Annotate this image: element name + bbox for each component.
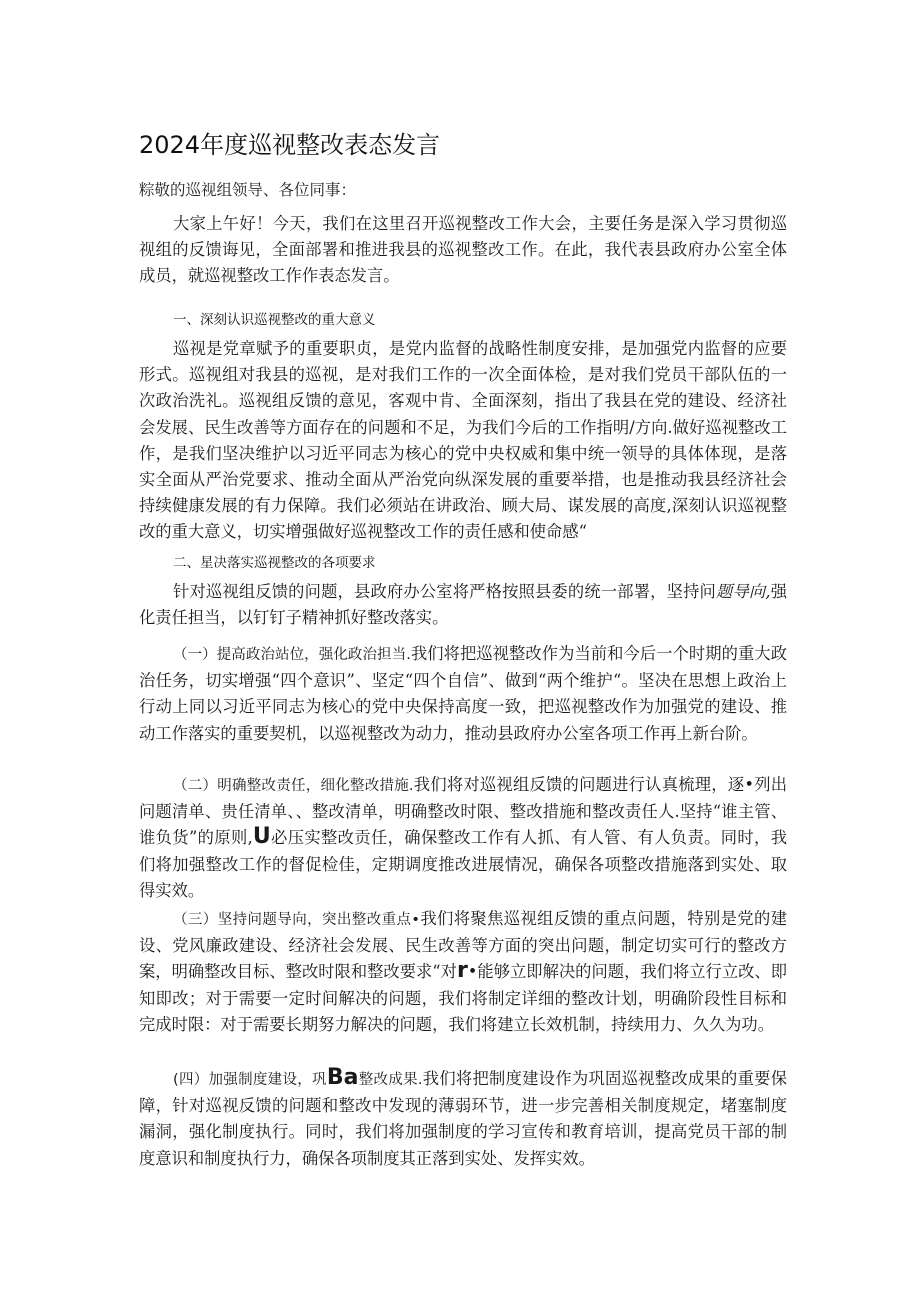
salutation: 粽敬的巡视组领导、各位同事：: [139, 181, 357, 199]
item-3-lead: （三）坚持问题导向，突出整改重点•: [173, 912, 420, 928]
item-4-body: 我们将把制度建设作为巩固巡视整改成果的重要保障，针对巡视反馈的问题和整改中发现的薄弱环节，进一步完善相关制度规定，堵塞制度漏洞，强化制度执行。同时，我们将加强制度的学习宣传和教育培训，提高党员干部的制度意识和制度执行力，确保各项制度其正落到实处、发挥实效。: [139, 1069, 788, 1168]
item-2-big-glyph: U: [252, 824, 271, 850]
item-3-big-glyph: r: [456, 958, 468, 984]
intro-paragraph: 大家上午好！今天，我们在这里召开巡视整改工作大会，主要任务是深入学习贯彻巡视组的反馈诲见，全面部署和推进我县的巡视整改工作。在此，我代表县政府办公室全体成员，就巡视整改工作作表态发言。: [139, 214, 787, 286]
item-2-paragraph: [139, 772, 787, 904]
document-title: 2024年度巡视整改表态发言: [139, 131, 441, 159]
item-2-lead: （二）明确整改责任，细化整改措施.: [173, 778, 414, 794]
item-4-big-glyph: Ba: [326, 1065, 359, 1090]
section-2-heading: 二、星决落实巡视整改的各项要求: [173, 555, 376, 571]
section-2-intro: [139, 579, 787, 631]
section-2-intro-rest: 强化责任担当，以钉钉子精神抓好整改落实。: [139, 582, 787, 628]
item-1-body: 我们将把巡视整改作为当前和今后一个时期的重大政治任务，切实增强“四个意识”、坚定“四个自信”、做到“两个维护“。坚决在思想上政治上行动上同以习近平同志为核心的党中央保持高度一致，把巡视整改作为加强党的建设、推动工作落实的重要契机，以巡视整改为动力，推动县政府办公室各项工作再上新台阶。: [139, 644, 787, 743]
item-2-body-a: 我们将对巡视组反馈的问题进行认真梳理，逐•列出问题清单、贵任清单、、整改清单，明确整改时限、整改措施和整改责任人.坚持“谁主管、谁负货”的原则,: [139, 775, 787, 848]
item-3-body-b: •能够立即解决的问题，我们将立行立改、即知即改；对于需要一定时间解决的问题，我们将制定详细的整改计划，明确阶段性目标和完成时限：对于需要长期努力解决的问题，我们将建立长效机制，持续用力、久久为功。: [139, 962, 787, 1034]
item-1-lead: （一）提高政治站位，强化政治担当.: [173, 647, 411, 663]
section-2-intro-text: 针对巡视组反馈的问题，县政府办公室将严格按照县委的统一部署，坚持问: [173, 582, 716, 601]
item-3-body-a: 我们将聚焦巡视组反馈的重点问题，特别是党的建设、党风廉政建设、经济社会发展、民生改善等方面的突出问题，制定切实可行的整改方案，明确整改目标、整改时限和整改要求“对: [139, 909, 787, 982]
item-1-paragraph: [139, 641, 787, 747]
item-4-lead-a: (四）加强制度建设，巩: [173, 1072, 327, 1088]
item-4-paragraph: [139, 1066, 787, 1172]
item-3-paragraph: [139, 906, 787, 1038]
item-4-lead-b: 整改成果.: [358, 1072, 423, 1088]
section-1-heading: 一、深刻认识巡视整改的重大意义: [173, 312, 376, 328]
item-2-body-b: 必压实整改贡任，确保整改工作有人抓、有人管、有人负责。同时，我们将加强整改工作的督促检佳，定期调度推改进展情况，确保各项整改措施落到实处、取得实效。: [139, 828, 787, 900]
section-1-body: 巡视是党章赋予的重要职贞，是党内监督的战略性制度安排，是加强党内监督的应要形式。巡视组对我县的巡视，是对我们工作的一次全面体检，是对我们党员干部队伍的一次政治洗礼。巡视组反馈的意见，客观中肯、全面深刻，指出了我县在党的建设、经济社会发展、民生改善等方面存在的问题和不足，为我们今后的工作指明/方向.做好巡视整改工作，是我们坚决维护以习近平同志为核心的党中央权威和集中统一领导的具体体现，是落实全面从严治党要求、推动全面从严治党向纵深发展的重要举措，也是推动我县经济社会持续健康发展的有力保障。我们必须站在讲政治、顾大局、谋发展的高度,深刻认识巡视整改的重大意义，切实增强做好巡视整改工作的责任感和使命感“: [139, 339, 787, 542]
section-2-intro-italic: 题导向,: [715, 582, 771, 601]
